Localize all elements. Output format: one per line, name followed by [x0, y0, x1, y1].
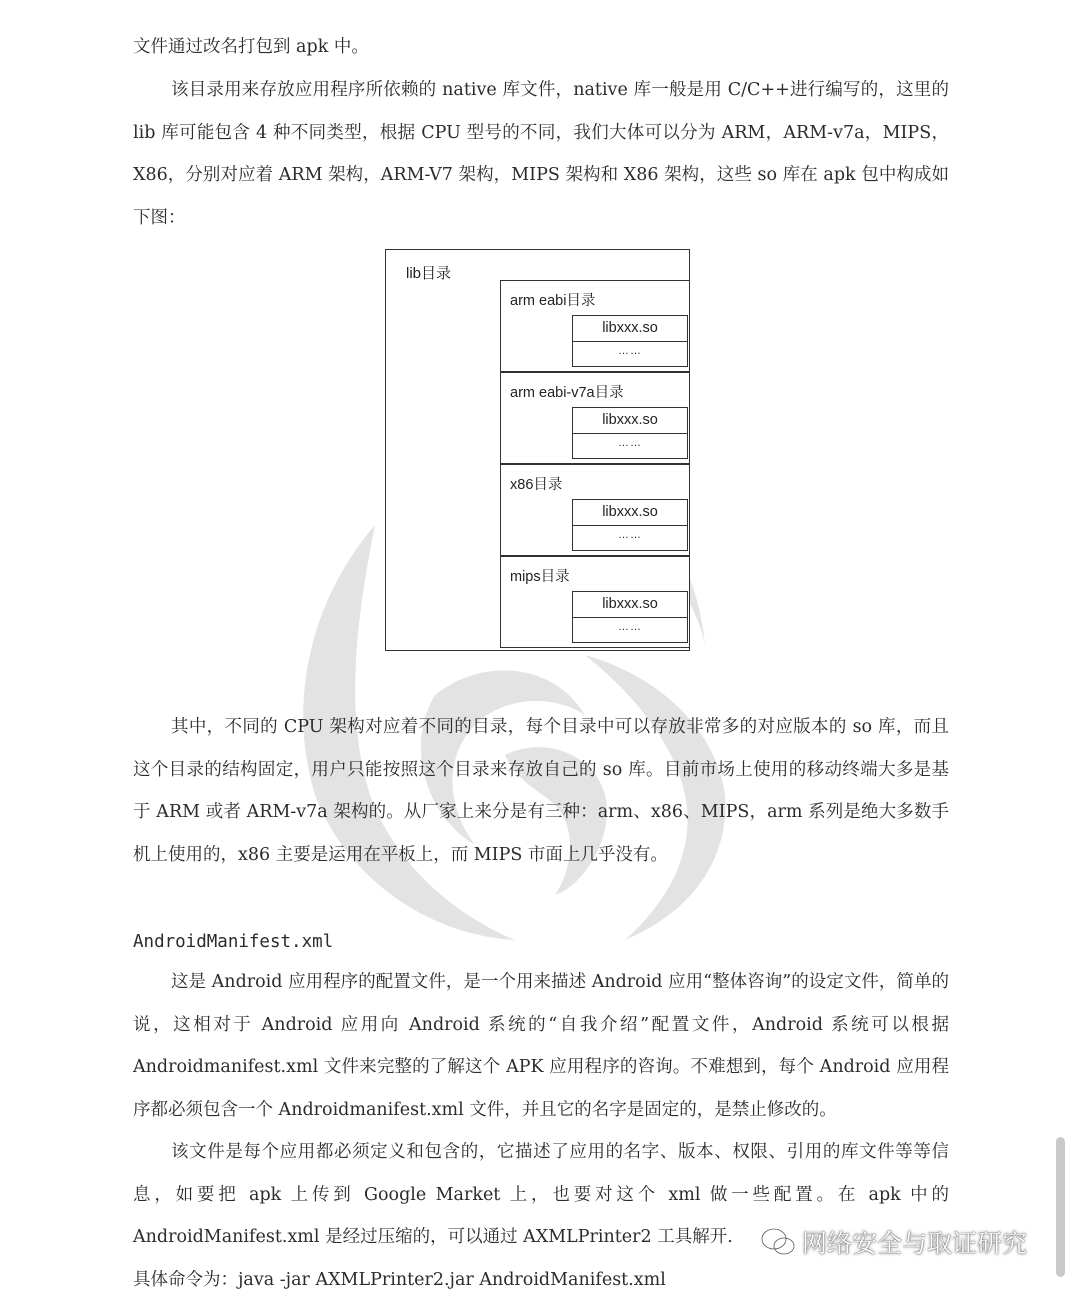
diagram-group-armeabi: [500, 280, 690, 372]
wechat-icon: [760, 1227, 796, 1257]
paragraph-cpu-architecture: 其中，不同的 CPU 架构对应着不同的目录，每个目录中可以存放非常多的对应版本的 so 库，而且这个目录的结构固定，用户只能按照这个目录来存放自己的 so 库。目前市场上使用的移动终端大多是基于 ARM 或者 ARM-v7a 架构的。从厂家上来分是有三种：arm、x86、MIPS，arm 系列是绝大多数手机上使用的，x86 主要是运用在平板上，而 MIPS 市面上几乎没有。: [133, 717, 949, 865]
diagram-file-box: [572, 407, 688, 459]
diagram-group-label: mips目录: [510, 569, 570, 585]
wechat-account-tag: [760, 1224, 1027, 1260]
diagram-group-x86: [500, 464, 690, 556]
diagram-group-label: arm eabi-v7a目录: [510, 385, 624, 401]
lib-directory-diagram: [385, 249, 690, 651]
wechat-account-name: 网络安全与取证研究: [802, 1229, 1028, 1258]
diagram-file-more: ……: [618, 529, 642, 541]
diagram-group-label: x86目录: [510, 477, 563, 493]
diagram-file-name: libxxx.so: [573, 408, 687, 434]
diagram-file-more: ……: [618, 621, 642, 633]
diagram-file-name: libxxx.so: [573, 500, 687, 526]
paragraph-command: 具体命令为：java -jar AXMLPrinter2.jar AndroidManifest.xml: [133, 1270, 666, 1290]
vertical-scrollbar[interactable]: [1056, 1137, 1065, 1277]
paragraph-lib-directory: 该目录用来存放应用程序所依赖的 native 库文件，native 库一般是用 C/C++进行编写的，这里的 lib 库可能包含 4 种不同类型，根据 CPU 型号的不同，我们大体可以分为 ARM，ARM-v7a，MIPS，X86，分别对应着 ARM 架构，ARM-V7 架构，MIPS 架构和 X86 架构，这些 so 库在 apk 包中构成如下图：: [133, 80, 949, 228]
diagram-group-mips: [500, 556, 690, 648]
diagram-file-name: libxxx.so: [573, 316, 687, 342]
diagram-file-box: [572, 499, 688, 551]
diagram-file-more: ……: [618, 345, 642, 357]
diagram-root-label: lib目录: [406, 265, 452, 282]
paragraph-continued: 文件通过改名打包到 apk 中。: [133, 37, 369, 57]
diagram-group-label: arm eabi目录: [510, 293, 596, 309]
paragraph-manifest-intro: 这是 Android 应用程序的配置文件，是一个用来描述 Android 应用“整体咨询”的设定文件，简单的说，这相对于 Android 应用向 Android 系统的“自我介绍”配置文件，Android 系统可以根据 Androidmanifest.xml 文件来完整的了解这个 APK 应用程序的咨询。不难想到，每个 Android 应用程序都必须包含一个 Androidmanifest.xml 文件，并且它的名字是固定的，是禁止修改的。: [133, 972, 949, 1120]
diagram-file-box: [572, 591, 688, 643]
section-heading-androidmanifest: AndroidManifest.xml: [133, 932, 334, 952]
paragraph-manifest-contents: 该文件是每个应用都必须定义和包含的，它描述了应用的名字、版本、权限、引用的库文件等等信息，如要把 apk 上传到 Google Market 上，也要对这个 xml 做一些配置。在 apk 中的 AndroidManifest.xml 是经过压缩的，可以通过 AXMLPrinter2 工具解开.: [133, 1142, 949, 1248]
diagram-group-armeabi-v7a: [500, 372, 690, 464]
diagram-file-name: libxxx.so: [573, 592, 687, 618]
diagram-file-box: [572, 315, 688, 367]
diagram-file-more: ……: [618, 437, 642, 449]
